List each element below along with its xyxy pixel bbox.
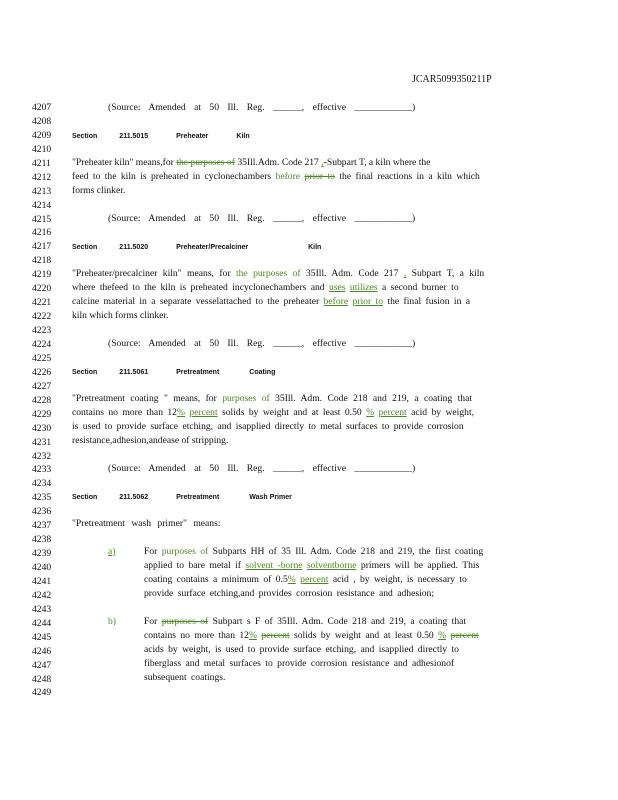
line-number: 4213: [32, 185, 52, 197]
paragraph-line: calcine material in a separate vesselattached to the preheater before prior to the final fusion in a: [72, 296, 471, 307]
line-number: 4233: [32, 464, 52, 476]
line-number: 4207: [32, 102, 52, 113]
source-note-1: (Source: Amended at 50 Ill. Reg. ______, effective ____________): [108, 102, 416, 113]
line-number: 4248: [32, 673, 52, 685]
line-number: 4237: [32, 520, 52, 532]
line-number: 4242: [32, 589, 52, 601]
paragraph-line: kiln which forms clinker.: [72, 310, 169, 321]
line-number: 4220: [32, 283, 52, 295]
paragraph-line: resistance,adhesion,andease of stripping.: [72, 435, 229, 446]
paragraph-line: coating contains a minimum of 0.5% percent acid , by weight, is necessary to: [144, 574, 467, 585]
section-heading: Section 211.5062 Pretreatment Wash Primer: [72, 494, 292, 501]
line-number: 4222: [32, 311, 52, 323]
paragraph-line: For purposes of Subpart s F of 35Ill. Adm. Code 218 and 219, a coating that: [144, 616, 467, 627]
paragraph-line: applied to bare metal if solvent -borne solventborne primers will be applied. This: [144, 560, 480, 571]
line-number: 4243: [32, 603, 52, 615]
line-number: 4241: [32, 575, 52, 587]
paragraph-line: forms clinker.: [72, 185, 126, 196]
list-marker: a): [108, 546, 116, 557]
paragraph-line: provide surface etching,and provides corrosion resistance and adhesion;: [144, 588, 434, 599]
list-marker: b): [108, 616, 116, 627]
line-number: 4239: [32, 548, 52, 560]
paragraph-line: acids by weight, is used to provide surface etching, and isapplied directly to: [144, 644, 459, 655]
line-number: 4209: [32, 129, 52, 141]
line-number: 4231: [32, 436, 52, 448]
line-number: 4214: [32, 199, 52, 211]
line-number: 4236: [32, 506, 52, 518]
line-number: 4218: [32, 255, 52, 267]
paragraph-line: where thefeed to the kiln is preheated incyclonechambers and uses utilizes a second burner to: [72, 282, 459, 293]
paragraph-line: is used to provide surface etching, and isapplied directly to metal surfaces to provide corrosion: [72, 421, 464, 432]
paragraph-line: feed to the kiln is preheated in cyclonechambers before prior to the final reactions in a kiln which: [72, 171, 480, 182]
section-heading: Section 211.5015 Preheater Kiln: [72, 133, 250, 140]
section-heading: Section 211.5061 Pretreatment Coating: [72, 369, 276, 376]
line-number: 4215: [32, 213, 52, 225]
line-number: 4229: [32, 408, 52, 420]
line-number: 4249: [32, 687, 52, 699]
line-number: 4228: [32, 394, 52, 406]
source-note-2: (Source: Amended at 50 Ill. Reg. ______, effective ____________): [108, 213, 416, 224]
line-number: 4225: [32, 352, 52, 364]
line-number: 4219: [32, 269, 52, 281]
line-number: 4245: [32, 631, 52, 643]
line-number: 4247: [32, 659, 52, 671]
document-id: JCAR5099350211P: [412, 74, 492, 85]
line-number: 4234: [32, 478, 52, 490]
paragraph-line: For purposes of Subparts HH of 35 Ill. Adm. Code 218 and 219, the first coating: [144, 546, 484, 557]
line-number: 4244: [32, 617, 52, 629]
line-number: 4227: [32, 380, 52, 392]
section-heading: Section 211.5020 Preheater/Precalciner Kiln: [72, 244, 322, 251]
line-number: 4246: [32, 645, 52, 657]
paragraph-line: "Preheater/precalciner kiln" means, for the purposes of 35Ill. Adm. Code 217 , Subpart T, a kiln: [72, 268, 485, 279]
paragraph-line: "Pretreatment coating " means, for purposes of 35Ill. Adm. Code 218 and 219, a coating that: [72, 393, 473, 404]
paragraph-line: contains no more than 12% percent solids by weight and at least 0.50 % percent acid by weight,: [72, 407, 475, 418]
line-number: 4212: [32, 171, 52, 183]
line-number: 4217: [32, 241, 52, 253]
line-number: 4216: [32, 227, 52, 239]
line-number: 4208: [32, 115, 52, 127]
paragraph-line: fiberglass and metal surfaces to provide corrosion resistance and adhesionof: [144, 658, 455, 669]
line-number: 4211: [32, 157, 51, 169]
line-number: 4230: [32, 422, 52, 434]
source-note-3: (Source: Amended at 50 Ill. Reg. ______, effective ____________): [108, 338, 416, 349]
line-number: 4224: [32, 338, 52, 350]
source-note-4: (Source: Amended at 50 Ill. Reg. ______, effective ____________): [108, 463, 416, 474]
line-number: 4210: [32, 143, 52, 155]
paragraph-line: "Pretreatment wash primer" means:: [72, 518, 221, 529]
line-number: 4223: [32, 325, 52, 337]
line-number: 4232: [32, 450, 52, 462]
line-number: 4235: [32, 492, 52, 504]
line-number: 4240: [32, 562, 52, 574]
paragraph-line: subsequent coatings.: [144, 672, 226, 683]
paragraph-line: "Preheater kiln" means,for the purposes of 35Ill.Adm. Code 217 ,-Subpart T, a kiln where the: [72, 157, 431, 168]
paragraph-line: contains no more than 12% percent solids by weight and at least 0.50 % percent: [144, 630, 479, 641]
line-number: 4221: [32, 297, 52, 309]
line-number: 4226: [32, 366, 52, 378]
line-number: 4238: [32, 534, 52, 546]
